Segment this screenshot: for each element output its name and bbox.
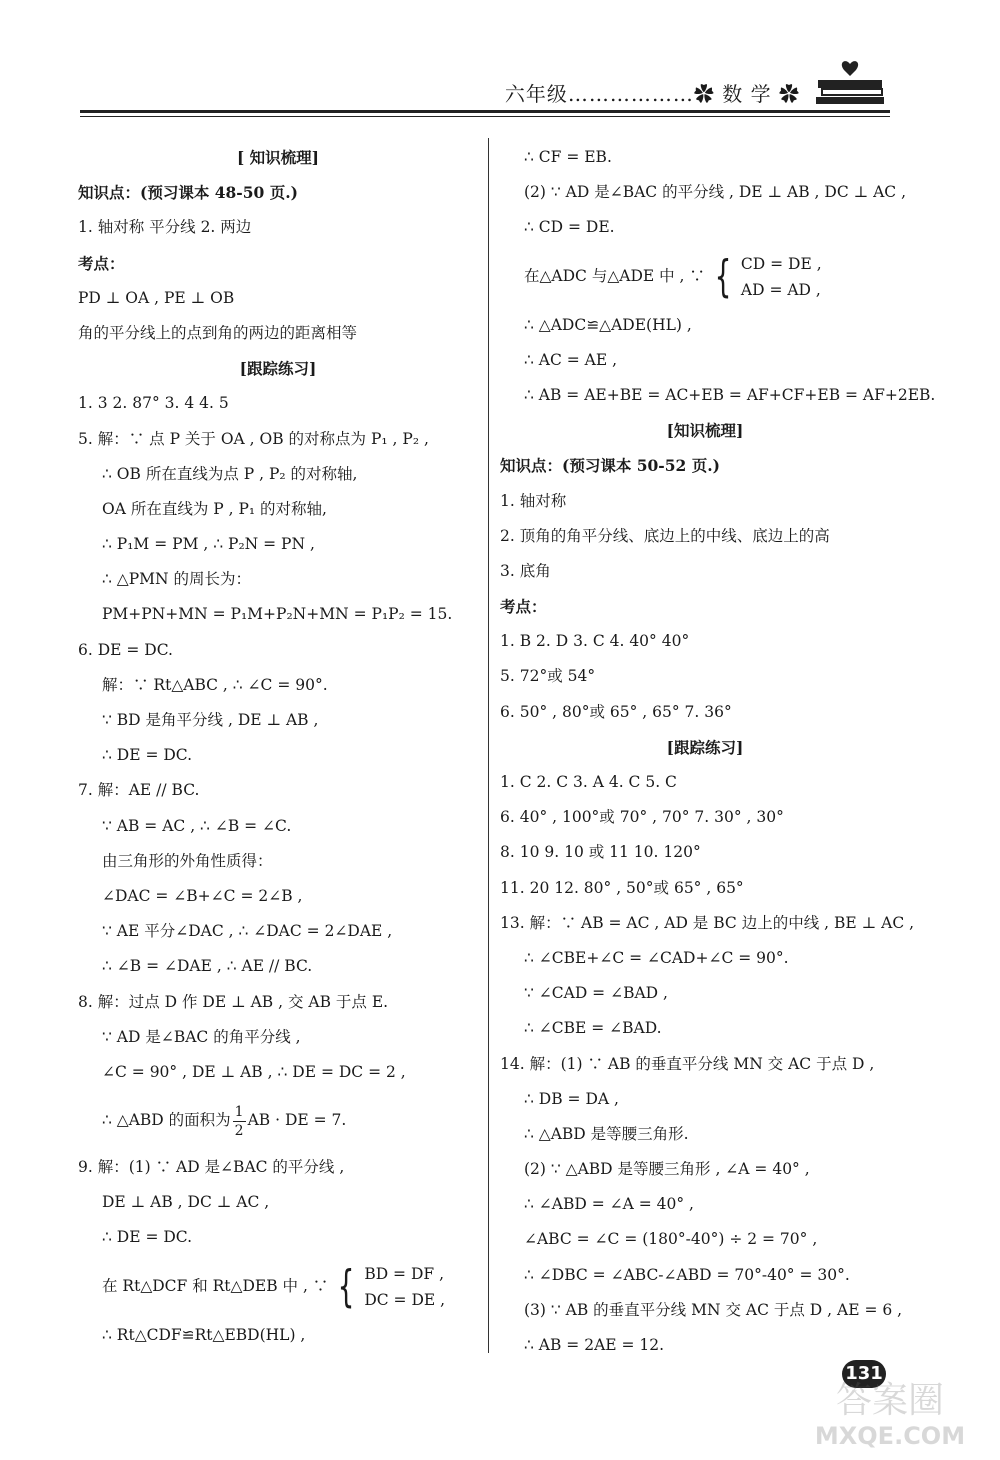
left-lines: [78, 140, 478, 1090]
left-brace-pre: 在 Rt△DCF 和 Rt△DEB 中 , ∵: [102, 1277, 329, 1296]
left-column-line: PM+PN+MN = P₁M+P₂N+MN = P₁P₂ = 15.: [102, 605, 453, 624]
area-fraction-line: [78, 1090, 478, 1150]
right-column-line: 1. 轴对称: [500, 491, 567, 510]
right-column-line: 3. 底角: [500, 561, 551, 580]
right-column-line: 14. 解：(1) ∵ AB 的垂直平分线 MN 交 AC 于点 D ,: [500, 1054, 875, 1073]
right-column-line: ∴ AB = 2AE = 12.: [524, 1336, 665, 1354]
flower-icon: ✿: [693, 82, 715, 106]
left-column-line: ∠C = 90° , DE ⊥ AB , ∴ DE = DC = 2 ,: [102, 1062, 406, 1081]
left-column-line: 5. 解：∵ 点 P 关于 OA , OB 的对称点为 P₁ , P₂ ,: [78, 429, 429, 448]
left-column-line: 8. 解：过点 D 作 DE ⊥ AB , 交 AB 于点 E.: [78, 992, 389, 1011]
frac-post: AB · DE = 7.: [247, 1111, 347, 1130]
right-column-line: [知识梳理]: [666, 421, 744, 441]
right-column-line: ∴ AB = AE+BE = AC+EB = AF+CF+EB = AF+2EB.: [524, 385, 936, 404]
right-column-line: 11. 20 12. 80° , 50°或 65° , 65°: [500, 878, 744, 897]
right-column-line: 2. 顶角的角平分线、底边上的中线、底边上的高: [500, 526, 830, 545]
left-column-line: 知识点：(预习课本 48-50 页.): [78, 183, 298, 203]
right-column-line: ∴ DB = DA ,: [524, 1089, 619, 1108]
right-column-line: ∴ AC = AE ,: [524, 350, 618, 369]
left-brace-line: [78, 1256, 478, 1318]
left-column: [78, 140, 478, 1353]
right-brace-line: [500, 246, 910, 308]
curly-brace-icon-2: {: [714, 250, 732, 302]
left-last-line: ∴ Rt△CDF≌Rt△EBD(HL) ,: [102, 1325, 306, 1344]
left-column-line: ∵ AB = AC , ∴ ∠B = ∠C.: [102, 816, 292, 835]
left-tail-lines: [78, 1150, 478, 1256]
header-rule-thick: [80, 110, 890, 113]
page-number: 131: [842, 1360, 886, 1388]
right-column: [500, 140, 936, 1363]
left-brace-line1: BD = DF ,: [364, 1264, 445, 1283]
right-head-line: ∴ CD = DE.: [524, 218, 615, 237]
fraction-denominator: 2: [234, 1122, 244, 1139]
left-column-line: PD ⊥ OA , PE ⊥ OB: [78, 288, 235, 307]
page-header: [80, 58, 890, 118]
left-column-line: ∴ ∠B = ∠DAE , ∴ AE // BC.: [102, 957, 313, 976]
right-brace-pre: 在△ADC 与△ADE 中 , ∵: [524, 266, 705, 285]
right-lines: [500, 308, 936, 1364]
right-brace-lines: [741, 251, 822, 303]
curly-brace-icon: {: [337, 1260, 355, 1312]
right-column-line: ∴ ∠DBC = ∠ABC-∠ABD = 70°-40° = 30°.: [524, 1265, 850, 1284]
header-dots: ………………: [567, 82, 694, 106]
left-column-line: ∵ AE 平分∠DAC , ∴ ∠DAC = 2∠DAE ,: [102, 922, 393, 941]
left-tail-line: ∴ DE = DC.: [102, 1228, 193, 1247]
right-column-line: 13. 解：∵ AB = AC , AD 是 BC 边上的中线 , BE ⊥ AC ,: [500, 913, 915, 932]
right-brace-group: [709, 251, 822, 303]
right-column-line: 8. 10 9. 10 或 11 10. 120°: [500, 843, 701, 862]
right-column-line: 5. 72°或 54°: [500, 667, 596, 686]
watermark-logo: [800, 1372, 980, 1452]
right-head-lines: [500, 140, 910, 246]
left-column-line: ∵ BD 是角平分线 , DE ⊥ AB ,: [102, 711, 319, 729]
right-column-line: ∴ ∠ABD = ∠A = 40° ,: [524, 1195, 694, 1214]
right-column-line: ∴ △ABD 是等腰三角形.: [524, 1124, 689, 1143]
right-column-line: ∴ ∠CBE+∠C = ∠CAD+∠C = 90°.: [524, 948, 789, 967]
left-tail-line: DE ⊥ AB , DC ⊥ AC ,: [102, 1193, 270, 1212]
column-divider: [488, 138, 489, 1353]
right-column-line: ∵ ∠CAD = ∠BAD ,: [524, 984, 668, 1003]
right-column-line: ∠ABC = ∠C = (180°-40°) ÷ 2 = 70° ,: [524, 1230, 818, 1249]
header-subject: 数 学: [722, 82, 772, 106]
header-rule-thin: [80, 116, 890, 117]
left-brace-lines: [364, 1261, 445, 1313]
right-brace-line1: CD = DE ,: [740, 254, 822, 273]
watermark-url: MXQE.COM: [814, 1422, 966, 1450]
header-title: [505, 78, 800, 107]
right-column-line: 6. 50° , 80°或 65° , 65° 7. 36°: [500, 702, 732, 721]
left-brace-group: [332, 1261, 445, 1313]
left-column-line: 6. DE = DC.: [78, 640, 173, 659]
books-heart-icon: [810, 58, 890, 110]
right-column-line: 6. 40° , 100°或 70° , 70° 7. 30° , 30°: [500, 808, 784, 827]
left-column-line: 由三角形的外角性质得：: [102, 851, 273, 870]
left-column-line: 1. 轴对称 平分线 2. 两边: [78, 218, 252, 237]
right-head-line: (2) ∵ AD 是∠BAC 的平分线 , DE ⊥ AB , DC ⊥ AC ,: [524, 183, 907, 202]
left-column-line: 7. 解：AE // BC.: [78, 781, 200, 800]
left-column-line: ∵ AD 是∠BAC 的角平分线 ,: [102, 1027, 301, 1046]
left-column-line: 解：∵ Rt△ABC , ∴ ∠C = 90°.: [102, 675, 328, 694]
right-column-line: ∴ ∠CBE = ∠BAD.: [524, 1019, 662, 1038]
left-column-line: ∠DAC = ∠B+∠C = 2∠B ,: [102, 886, 303, 905]
left-column-line: 角的平分线上的点到角的两边的距离相等: [78, 323, 358, 342]
header-grade: 六年级: [504, 82, 568, 106]
left-tail-line: 9. 解：(1) ∵ AD 是∠BAC 的平分线 ,: [78, 1158, 345, 1177]
right-column-line: (2) ∵ △ABD 是等腰三角形 , ∠A = 40° ,: [524, 1160, 810, 1179]
fraction: [233, 1103, 246, 1140]
right-column-line: 1. B 2. D 3. C 4. 40° 40°: [500, 632, 690, 651]
left-column-line: [ 知识梳理]: [236, 148, 320, 167]
left-column-line: ∴ OB 所在直线为点 P , P₂ 的对称轴,: [102, 464, 358, 483]
right-column-line: (3) ∵ AB 的垂直平分线 MN 交 AC 于点 D , AE = 6 ,: [524, 1300, 903, 1319]
left-brace-line2: DC = DE ,: [364, 1290, 446, 1309]
frac-pre: ∴ △ABD 的面积为: [102, 1111, 231, 1130]
flower-icon-2: ✿: [771, 82, 800, 106]
right-column-line: 考点：: [500, 597, 547, 617]
watermark-text: 答案圈: [835, 1380, 945, 1421]
left-column-line: [跟踪练习]: [239, 359, 317, 379]
right-column-line: 1. C 2. C 3. A 4. C 5. C: [500, 773, 677, 791]
left-column-line: ∴ △PMN 的周长为：: [102, 570, 251, 589]
right-column-line: ∴ △ADC≌△ADE(HL) ,: [524, 315, 692, 334]
right-head-line: ∴ CF = EB.: [524, 148, 612, 166]
left-column-line: OA 所在直线为 P , P₁ 的对称轴,: [102, 499, 327, 518]
left-column-line: ∴ P₁M = PM , ∴ P₂N = PN ,: [102, 535, 315, 554]
right-brace-line2: AD = AD ,: [740, 280, 821, 299]
right-column-line: [跟踪练习]: [666, 737, 744, 757]
left-column-line: 1. 3 2. 87° 3. 4 4. 5: [78, 394, 229, 413]
fraction-numerator: 1: [234, 1103, 244, 1120]
left-column-line: ∴ DE = DC.: [102, 746, 193, 765]
right-column-line: 知识点：(预习课本 50-52 页.): [500, 456, 720, 476]
left-column-line: 考点：: [78, 253, 125, 273]
